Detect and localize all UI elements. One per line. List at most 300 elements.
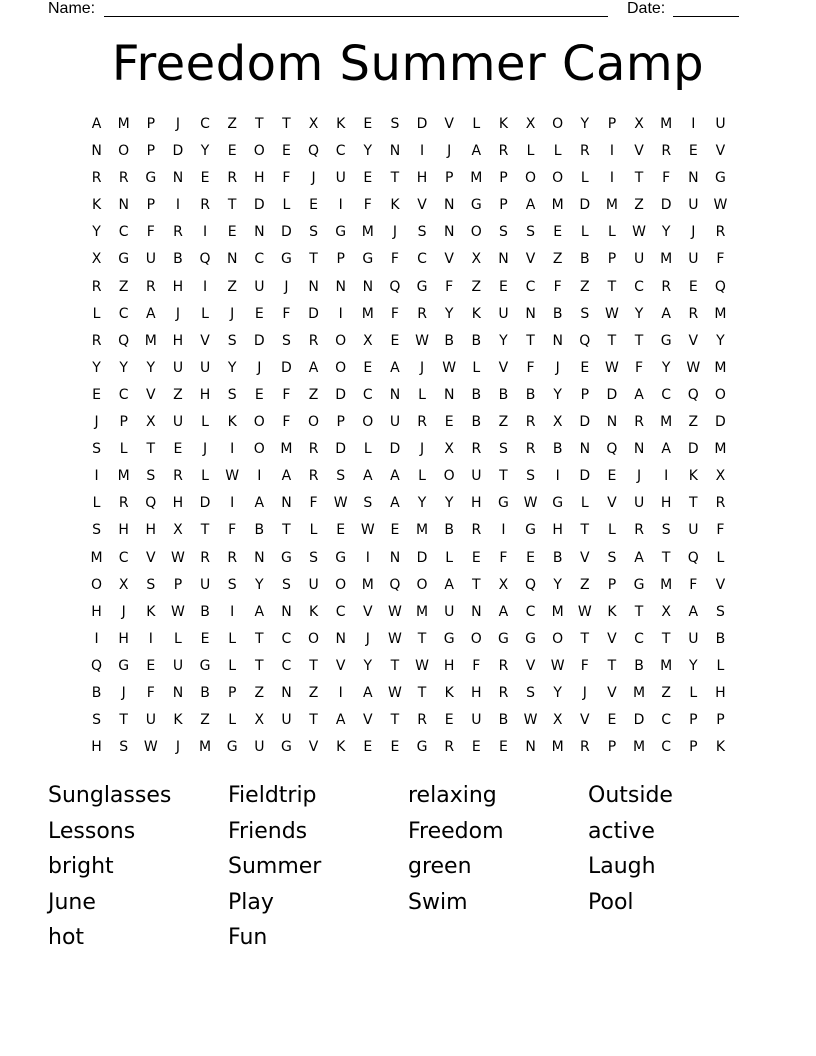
grid-cell: T <box>580 522 590 539</box>
grid-cell: K <box>498 116 509 132</box>
grid-cell: F <box>282 386 291 403</box>
grid-cell: F <box>390 305 399 322</box>
grid-cell: C <box>525 603 536 620</box>
grid-cell: F <box>228 522 237 539</box>
grid-cell: O <box>253 414 265 431</box>
grid-cell: J <box>202 441 208 458</box>
grid-cell: L <box>472 116 481 132</box>
grid-cell: M <box>361 576 374 593</box>
grid-cell: O <box>118 143 130 160</box>
grid-cell: P <box>444 170 454 187</box>
grid-cell: M <box>633 684 646 701</box>
grid-cell: M <box>633 739 646 756</box>
grid-cell: O <box>525 170 537 187</box>
grid-cell: N <box>281 603 292 620</box>
grid-cell: R <box>227 549 238 566</box>
grid-cell: V <box>525 251 536 268</box>
grid-cell: F <box>390 251 399 268</box>
grid-cell: E <box>444 414 454 431</box>
word-search-grid <box>83 111 734 761</box>
header-fields <box>48 0 748 20</box>
grid-cell: W <box>143 739 158 756</box>
grid-cell: T <box>282 522 291 539</box>
grid-cell: L <box>201 414 209 431</box>
grid-cell: R <box>579 143 590 160</box>
grid-cell: O <box>308 630 320 647</box>
grid-cell: S <box>526 684 535 701</box>
grid-cell: O <box>443 468 455 485</box>
grid-cell: L <box>716 549 725 566</box>
grid-cell: T <box>607 278 617 295</box>
grid-cell: Y <box>553 576 562 593</box>
grid-cell: G <box>525 630 536 647</box>
grid-cell: J <box>691 224 696 241</box>
grid-cell: R <box>118 170 129 187</box>
grid-cell: W <box>577 603 592 620</box>
grid-cell: I <box>94 468 99 485</box>
word-list-item: active <box>588 818 655 844</box>
grid-cell: E <box>607 468 617 485</box>
grid-cell: E <box>499 278 508 295</box>
grid-cell: T <box>499 468 508 485</box>
grid-cell: B <box>580 251 590 268</box>
grid-cell: J <box>636 468 642 485</box>
grid-cell: A <box>471 143 482 160</box>
grid-cell: S <box>281 332 291 349</box>
grid-cell: N <box>389 143 401 160</box>
grid-cell: P <box>336 251 345 268</box>
grid-cell: M <box>714 359 727 376</box>
grid-cell: S <box>309 224 318 241</box>
word-list-item: Fun <box>228 925 268 950</box>
grid-cell: O <box>552 170 564 187</box>
grid-cell: R <box>91 332 102 349</box>
grid-cell: Z <box>227 278 237 295</box>
grid-cell: O <box>552 116 564 132</box>
grid-cell: Y <box>227 359 237 376</box>
grid-cell: U <box>281 712 292 729</box>
grid-cell: D <box>281 359 292 376</box>
grid-cell: H <box>91 739 102 756</box>
grid-cell: X <box>254 712 265 729</box>
grid-cell: R <box>498 684 509 701</box>
grid-cell: T <box>255 630 264 647</box>
grid-cell: R <box>715 224 726 241</box>
grid-cell: F <box>526 359 535 376</box>
grid-cell: I <box>202 278 208 295</box>
grid-cell: P <box>607 116 617 132</box>
grid-cell: F <box>472 657 481 674</box>
grid-cell: B <box>91 684 102 701</box>
grid-cell: M <box>660 657 673 674</box>
grid-cell: Q <box>308 143 320 160</box>
grid-cell: O <box>253 441 265 458</box>
grid-cell: C <box>118 549 129 566</box>
grid-cell: C <box>281 630 292 647</box>
grid-cell: A <box>390 468 400 485</box>
grid-cell: E <box>146 657 156 674</box>
grid-cell: S <box>92 712 101 729</box>
grid-cell: C <box>335 603 346 620</box>
grid-cell: W <box>713 197 728 214</box>
grid-cell: E <box>444 712 454 729</box>
grid-cell: B <box>715 630 726 647</box>
grid-cell: F <box>445 278 454 295</box>
grid-cell: S <box>281 576 291 593</box>
grid-cell: J <box>392 224 397 241</box>
grid-cell: I <box>230 495 235 512</box>
grid-cell: S <box>526 468 535 485</box>
grid-cell: F <box>580 657 589 674</box>
grid-cell: H <box>254 170 265 187</box>
grid-cell: S <box>363 495 373 512</box>
grid-cell: Y <box>146 359 156 376</box>
grid-cell: N <box>471 603 482 620</box>
grid-cell: N <box>281 495 292 512</box>
grid-cell: Y <box>553 386 562 403</box>
grid-cell: P <box>499 170 508 187</box>
grid-cell: E <box>688 143 698 160</box>
grid-cell: R <box>579 739 590 756</box>
grid-cell: Z <box>580 576 590 593</box>
grid-cell: D <box>335 386 347 403</box>
grid-cell: T <box>526 332 535 349</box>
grid-cell: T <box>417 684 427 701</box>
grid-cell: J <box>230 305 235 322</box>
grid-cell: K <box>308 603 319 620</box>
grid-cell: M <box>605 197 618 214</box>
grid-cell: Z <box>200 712 210 729</box>
grid-cell: L <box>201 305 209 322</box>
grid-cell: H <box>118 522 129 539</box>
grid-cell: I <box>501 522 506 539</box>
grid-cell: R <box>200 197 210 214</box>
grid-cell: S <box>498 441 508 458</box>
grid-cell: U <box>688 522 699 539</box>
grid-cell: X <box>552 712 563 729</box>
grid-cell: I <box>664 468 669 485</box>
grid-cell: X <box>173 522 183 539</box>
grid-cell: H <box>471 495 482 512</box>
grid-cell: M <box>660 251 673 268</box>
grid-cell: X <box>146 414 156 431</box>
grid-cell: D <box>687 441 699 458</box>
grid-cell: O <box>362 414 374 431</box>
grid-cell: J <box>175 116 180 132</box>
word-list-item: relaxing <box>408 783 497 808</box>
grid-cell: F <box>282 170 291 187</box>
grid-cell: R <box>661 143 672 160</box>
grid-cell: C <box>417 251 427 268</box>
grid-cell: C <box>254 251 265 268</box>
grid-cell: G <box>416 278 428 295</box>
grid-cell: L <box>418 468 426 485</box>
grid-cell: F <box>282 305 291 322</box>
grid-cell: E <box>363 116 373 132</box>
grid-cell: L <box>309 522 318 539</box>
grid-cell: Z <box>498 414 509 431</box>
grid-cell: S <box>92 441 101 458</box>
grid-cell: M <box>470 170 483 187</box>
grid-cell: H <box>118 630 129 647</box>
grid-cell: V <box>607 495 617 512</box>
grid-cell: T <box>580 630 590 647</box>
grid-cell: D <box>579 197 591 214</box>
grid-cell: X <box>552 414 563 431</box>
grid-cell: F <box>309 495 318 512</box>
grid-cell: L <box>445 549 454 566</box>
grid-cell: R <box>308 468 319 485</box>
grid-cell: R <box>634 414 644 431</box>
grid-cell: K <box>336 116 346 132</box>
grid-cell: L <box>228 657 237 674</box>
grid-cell: M <box>117 468 130 485</box>
grid-cell: N <box>525 305 536 322</box>
grid-cell: L <box>119 441 128 458</box>
grid-cell: T <box>309 657 318 674</box>
grid-cell: L <box>228 712 237 729</box>
grid-cell: M <box>416 603 429 620</box>
grid-cell: E <box>553 224 563 241</box>
grid-cell: G <box>498 495 509 512</box>
grid-cell: N <box>254 549 265 566</box>
grid-cell: W <box>632 224 646 241</box>
grid-cell: N <box>362 278 374 295</box>
grid-cell: W <box>523 495 538 512</box>
grid-cell: I <box>94 630 99 647</box>
grid-cell: A <box>525 197 536 214</box>
grid-cell: Y <box>580 116 590 132</box>
grid-cell: C <box>525 278 536 295</box>
grid-cell: A <box>390 495 400 512</box>
grid-cell: N <box>389 549 401 566</box>
grid-cell: S <box>580 305 590 322</box>
grid-cell: N <box>688 170 699 187</box>
grid-cell: R <box>498 143 509 160</box>
grid-cell: D <box>253 332 265 349</box>
grid-cell: X <box>634 116 644 132</box>
grid-cell: D <box>606 386 618 403</box>
grid-cell: H <box>471 684 482 701</box>
grid-cell: R <box>498 657 509 674</box>
grid-cell: V <box>580 549 590 566</box>
grid-cell: E <box>580 359 590 376</box>
grid-cell: G <box>199 657 211 674</box>
grid-cell: Y <box>661 359 671 376</box>
word-list-item: Pool <box>588 889 634 915</box>
grid-cell: R <box>145 278 156 295</box>
grid-cell: G <box>525 522 536 539</box>
grid-cell: H <box>715 684 726 701</box>
grid-cell: S <box>498 224 508 241</box>
grid-cell: Q <box>118 332 130 349</box>
grid-cell: U <box>172 414 184 431</box>
grid-cell: V <box>363 603 373 620</box>
grid-cell: G <box>552 495 564 512</box>
grid-cell: M <box>660 116 673 132</box>
grid-cell: R <box>661 278 672 295</box>
grid-cell: U <box>145 251 156 268</box>
grid-cell: U <box>199 576 211 593</box>
grid-cell: D <box>633 712 645 729</box>
grid-cell: P <box>227 684 237 701</box>
grid-cell: Z <box>308 684 319 701</box>
grid-cell: N <box>552 332 563 349</box>
grid-cell: G <box>416 739 428 756</box>
grid-cell: Y <box>499 332 508 349</box>
word-list-item: June <box>48 889 96 915</box>
grid-cell: G <box>281 549 292 566</box>
grid-cell: U <box>199 359 211 376</box>
grid-cell: F <box>635 359 644 376</box>
grid-cell: Z <box>580 278 590 295</box>
grid-cell: C <box>661 386 672 403</box>
grid-cell: A <box>363 684 373 701</box>
grid-cell: Y <box>92 224 101 241</box>
grid-cell: G <box>335 549 347 566</box>
grid-cell: V <box>444 251 454 268</box>
grid-cell: P <box>716 712 725 729</box>
grid-cell: T <box>607 332 617 349</box>
grid-cell: R <box>417 712 427 729</box>
grid-cell: U <box>498 305 509 322</box>
grid-cell: A <box>146 305 156 322</box>
grid-cell: L <box>580 495 589 512</box>
grid-cell: P <box>689 739 698 756</box>
grid-cell: U <box>172 657 184 674</box>
grid-cell: A <box>308 359 319 376</box>
grid-cell: H <box>172 278 184 295</box>
grid-cell: U <box>633 495 645 512</box>
grid-cell: G <box>281 251 292 268</box>
grid-cell: Q <box>389 278 401 295</box>
grid-cell: M <box>416 522 429 539</box>
grid-cell: E <box>607 712 617 729</box>
grid-cell: I <box>338 684 343 701</box>
grid-cell: E <box>390 739 400 756</box>
grid-cell: Y <box>363 143 373 160</box>
grid-cell: C <box>118 386 129 403</box>
grid-cell: T <box>282 116 291 132</box>
grid-cell: Y <box>716 332 725 349</box>
grid-cell: O <box>552 630 564 647</box>
grid-cell: I <box>230 441 235 458</box>
grid-cell: J <box>419 359 425 376</box>
grid-cell: C <box>661 712 672 729</box>
grid-cell: T <box>634 170 644 187</box>
grid-cell: F <box>716 522 725 539</box>
grid-cell: A <box>91 116 102 132</box>
grid-cell: J <box>365 630 370 647</box>
grid-cell: B <box>498 386 509 403</box>
grid-cell: L <box>282 197 291 214</box>
grid-cell: N <box>91 143 102 160</box>
grid-cell: N <box>254 224 265 241</box>
grid-cell: V <box>444 116 454 132</box>
grid-cell: R <box>227 170 238 187</box>
grid-cell: X <box>363 332 373 349</box>
grid-cell: Y <box>363 657 373 674</box>
word-list-item: Swim <box>408 889 468 915</box>
grid-cell: H <box>199 386 211 403</box>
grid-cell: U <box>444 603 455 620</box>
grid-cell: Y <box>634 305 644 322</box>
grid-cell: Q <box>606 441 618 458</box>
grid-cell: B <box>200 684 210 701</box>
grid-cell: N <box>633 441 645 458</box>
grid-cell: W <box>415 657 429 674</box>
grid-cell: Z <box>118 278 129 295</box>
grid-cell: B <box>552 549 563 566</box>
grid-cell: G <box>470 197 482 214</box>
grid-cell: P <box>607 251 617 268</box>
grid-cell: B <box>444 522 454 539</box>
grid-cell: A <box>688 603 699 620</box>
grid-cell: Z <box>471 278 482 295</box>
grid-cell: T <box>634 603 644 620</box>
grid-cell: V <box>607 684 617 701</box>
grid-cell: E <box>390 522 400 539</box>
word-list-item: bright <box>48 854 114 879</box>
grid-cell: P <box>173 576 183 593</box>
grid-cell: I <box>257 468 262 485</box>
grid-cell: A <box>335 712 346 729</box>
grid-cell: N <box>498 251 509 268</box>
grid-cell: E <box>526 549 535 566</box>
grid-cell: V <box>607 630 617 647</box>
grid-cell: H <box>660 495 672 512</box>
grid-cell: C <box>335 143 346 160</box>
grid-cell: E <box>200 630 210 647</box>
grid-cell: R <box>417 414 427 431</box>
grid-cell: M <box>660 414 673 431</box>
grid-cell: R <box>118 495 129 512</box>
grid-cell: E <box>200 170 210 187</box>
grid-cell: U <box>172 359 184 376</box>
grid-cell: U <box>688 251 699 268</box>
grid-cell: B <box>552 305 563 322</box>
grid-cell: W <box>388 630 402 647</box>
grid-cell: I <box>230 603 235 620</box>
word-list-item: Lessons <box>48 818 136 844</box>
grid-cell: G <box>443 630 455 647</box>
grid-cell: J <box>121 603 126 620</box>
grid-cell: S <box>390 116 400 132</box>
grid-cell: V <box>715 576 726 593</box>
grid-cell: N <box>389 386 401 403</box>
grid-cell: M <box>551 603 564 620</box>
grid-cell: R <box>471 522 482 539</box>
grid-cell: Z <box>227 116 237 132</box>
grid-cell: X <box>308 116 319 132</box>
grid-cell: T <box>255 657 264 674</box>
date-field-line <box>673 0 739 17</box>
grid-cell: R <box>173 224 183 241</box>
grid-cell: S <box>227 386 237 403</box>
grid-cell: I <box>338 305 343 322</box>
word-list-item: Sunglasses <box>48 783 172 808</box>
grid-cell: T <box>689 495 698 512</box>
grid-cell: L <box>418 386 426 403</box>
grid-cell: W <box>388 603 402 620</box>
grid-cell: Z <box>552 251 563 268</box>
grid-cell: Y <box>200 143 210 160</box>
grid-cell: T <box>661 630 671 647</box>
grid-cell: L <box>716 657 725 674</box>
grid-cell: S <box>92 522 101 539</box>
grid-cell: A <box>634 386 644 403</box>
grid-cell: Q <box>389 576 401 593</box>
